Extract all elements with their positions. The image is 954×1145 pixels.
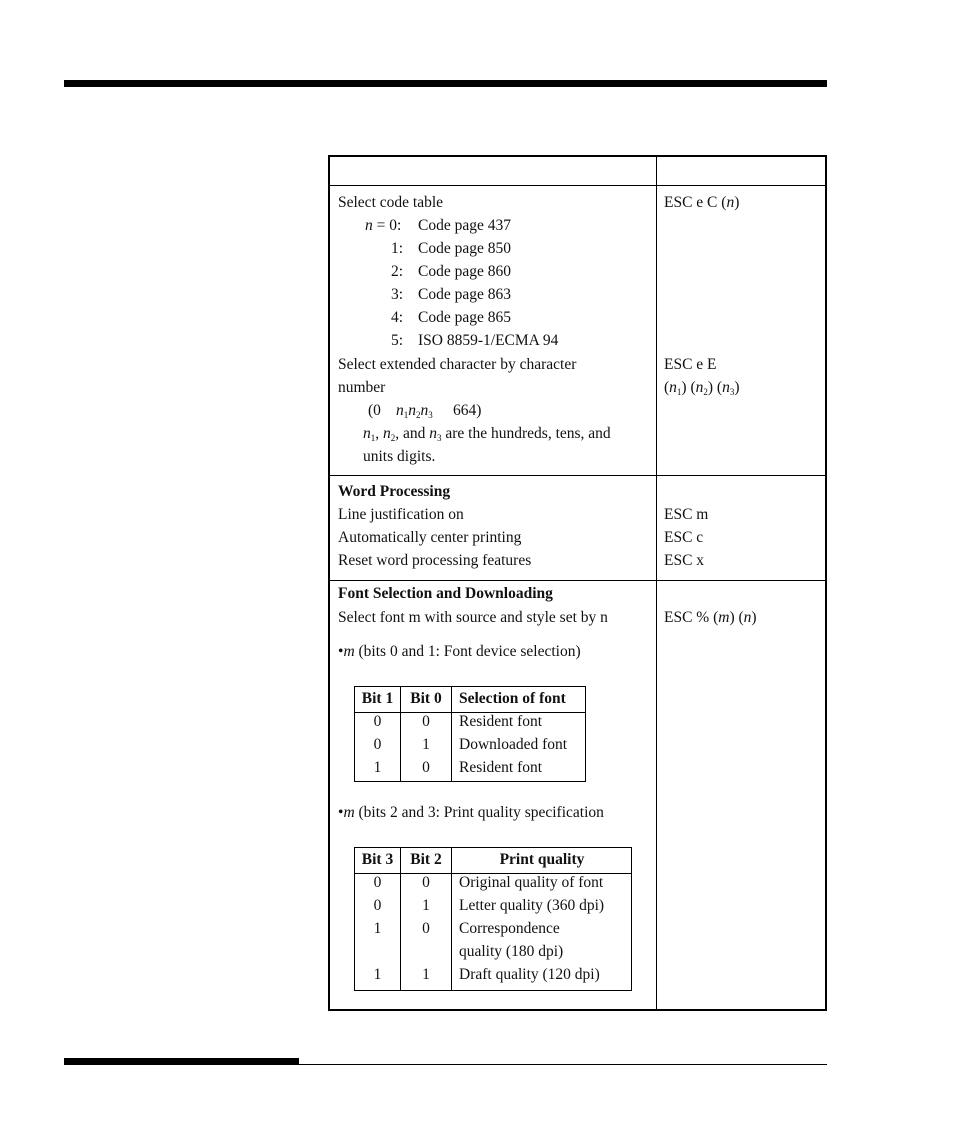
print-quality-table (354, 847, 632, 991)
extended-char-title-2: number (338, 379, 386, 396)
table1-header-2: Selection of font (459, 690, 566, 707)
table2-header-0: Bit 3 (361, 851, 394, 868)
header-row-divider (330, 185, 825, 186)
extended-char-command-2: $(n_1)$ $(n_2)$ $(n_3)$ (664, 379, 740, 397)
bottom-rule-thin (64, 1064, 827, 1065)
bullet-print-quality: •m (bits 2 and 3: Print quality specification (338, 804, 604, 821)
word-processing-heading: Word Processing (338, 483, 451, 500)
table2-cell: 1 (422, 897, 430, 914)
code-table-entry-label: ISO 8859-1/ECMA 94 (418, 332, 559, 349)
extended-char-digits-2: units digits. (363, 448, 436, 465)
table2-cell: Correspondence (459, 920, 560, 937)
font-selection-command: ESC % (m) (n) (664, 609, 757, 626)
table2-cell: 0 (422, 920, 430, 937)
table2-cell: 0 (422, 874, 430, 891)
table1-header-1: Bit 0 (410, 690, 442, 707)
table2-cell: Letter quality (360 dpi) (459, 897, 605, 914)
table1-cell: Resident font (459, 759, 543, 776)
table1-cell: 0 (422, 759, 430, 776)
column-divider (656, 157, 657, 1009)
table1-cell: 0 (373, 736, 382, 753)
table2-cell: 1 (373, 966, 382, 983)
table1-cell: 0 (373, 713, 382, 730)
table2-cell: 1 (422, 966, 430, 983)
table1-cell: 1 (422, 736, 430, 753)
word-processing-label: Reset word processing features (338, 552, 532, 569)
extended-char-title-1: Select extended character by character (338, 356, 577, 373)
code-table-entry-label: Code page 850 (418, 240, 511, 257)
table1-cell: Resident font (459, 713, 543, 730)
font-selection-description: Select font m with source and style set by n (338, 609, 608, 626)
code-table-entry-num: 5: (391, 332, 404, 349)
word-processing-command: ESC c (664, 529, 704, 546)
extended-char-range-left: (0 (368, 402, 381, 419)
table1-cell: 0 (422, 713, 430, 730)
font-selection-heading: Font Selection and Downloading (338, 585, 553, 602)
section-divider-2 (330, 580, 825, 581)
table1-cell: 1 (373, 759, 382, 776)
table1-header-0: Bit 1 (361, 690, 394, 707)
code-table-entry-num: 4: (391, 309, 404, 326)
command-table (328, 155, 827, 1011)
table2-cell: 0 (373, 897, 382, 914)
bullet-font-device: •m (bits 0 and 1: Font device selection) (338, 643, 581, 660)
code-table-title: Select code table (338, 194, 444, 211)
top-rule (64, 80, 827, 87)
word-processing-label: Line justification on (338, 506, 464, 523)
code-table-entry-num: 2: (391, 263, 404, 280)
extended-char-range-right: 664) (453, 402, 482, 419)
code-table-n-label: n = 0: (365, 217, 402, 234)
extended-char-range-vars: $n_1n_2n_3$ (396, 402, 433, 420)
table2-cell: Original quality of font (459, 874, 604, 891)
code-table-command: ESC e C (n) (664, 194, 740, 211)
word-processing-command: ESC x (664, 552, 705, 569)
code-table-entry-num: 3: (391, 286, 404, 303)
code-table-entry-label: Code page 863 (418, 286, 511, 303)
code-table-entry-num: 1: (391, 240, 404, 257)
table2-header-1: Bit 2 (410, 851, 442, 868)
code-table-entry-label: Code page 865 (418, 309, 511, 326)
table2-cell-continued: quality (180 dpi) (459, 943, 564, 960)
section-divider-1 (330, 475, 825, 476)
table2-cell: Draft quality (120 dpi) (459, 966, 600, 983)
word-processing-label: Automatically center printing (338, 529, 522, 546)
font-device-table (354, 686, 586, 782)
word-processing-command: ESC m (664, 506, 709, 523)
table2-cell: 0 (373, 874, 382, 891)
table2-cell: 1 (373, 920, 382, 937)
extended-char-digits-1: $n_1$, $n_2$, and $n_3$ are the hundreds, tens, and (363, 425, 611, 443)
table2-header-2: Print quality (499, 851, 585, 868)
extended-char-command-1: ESC e E (664, 356, 717, 373)
table1-cell: Downloaded font (459, 736, 568, 753)
code-table-entry-label: Code page 860 (418, 263, 511, 280)
code-table-entry-0: Code page 437 (418, 217, 511, 234)
